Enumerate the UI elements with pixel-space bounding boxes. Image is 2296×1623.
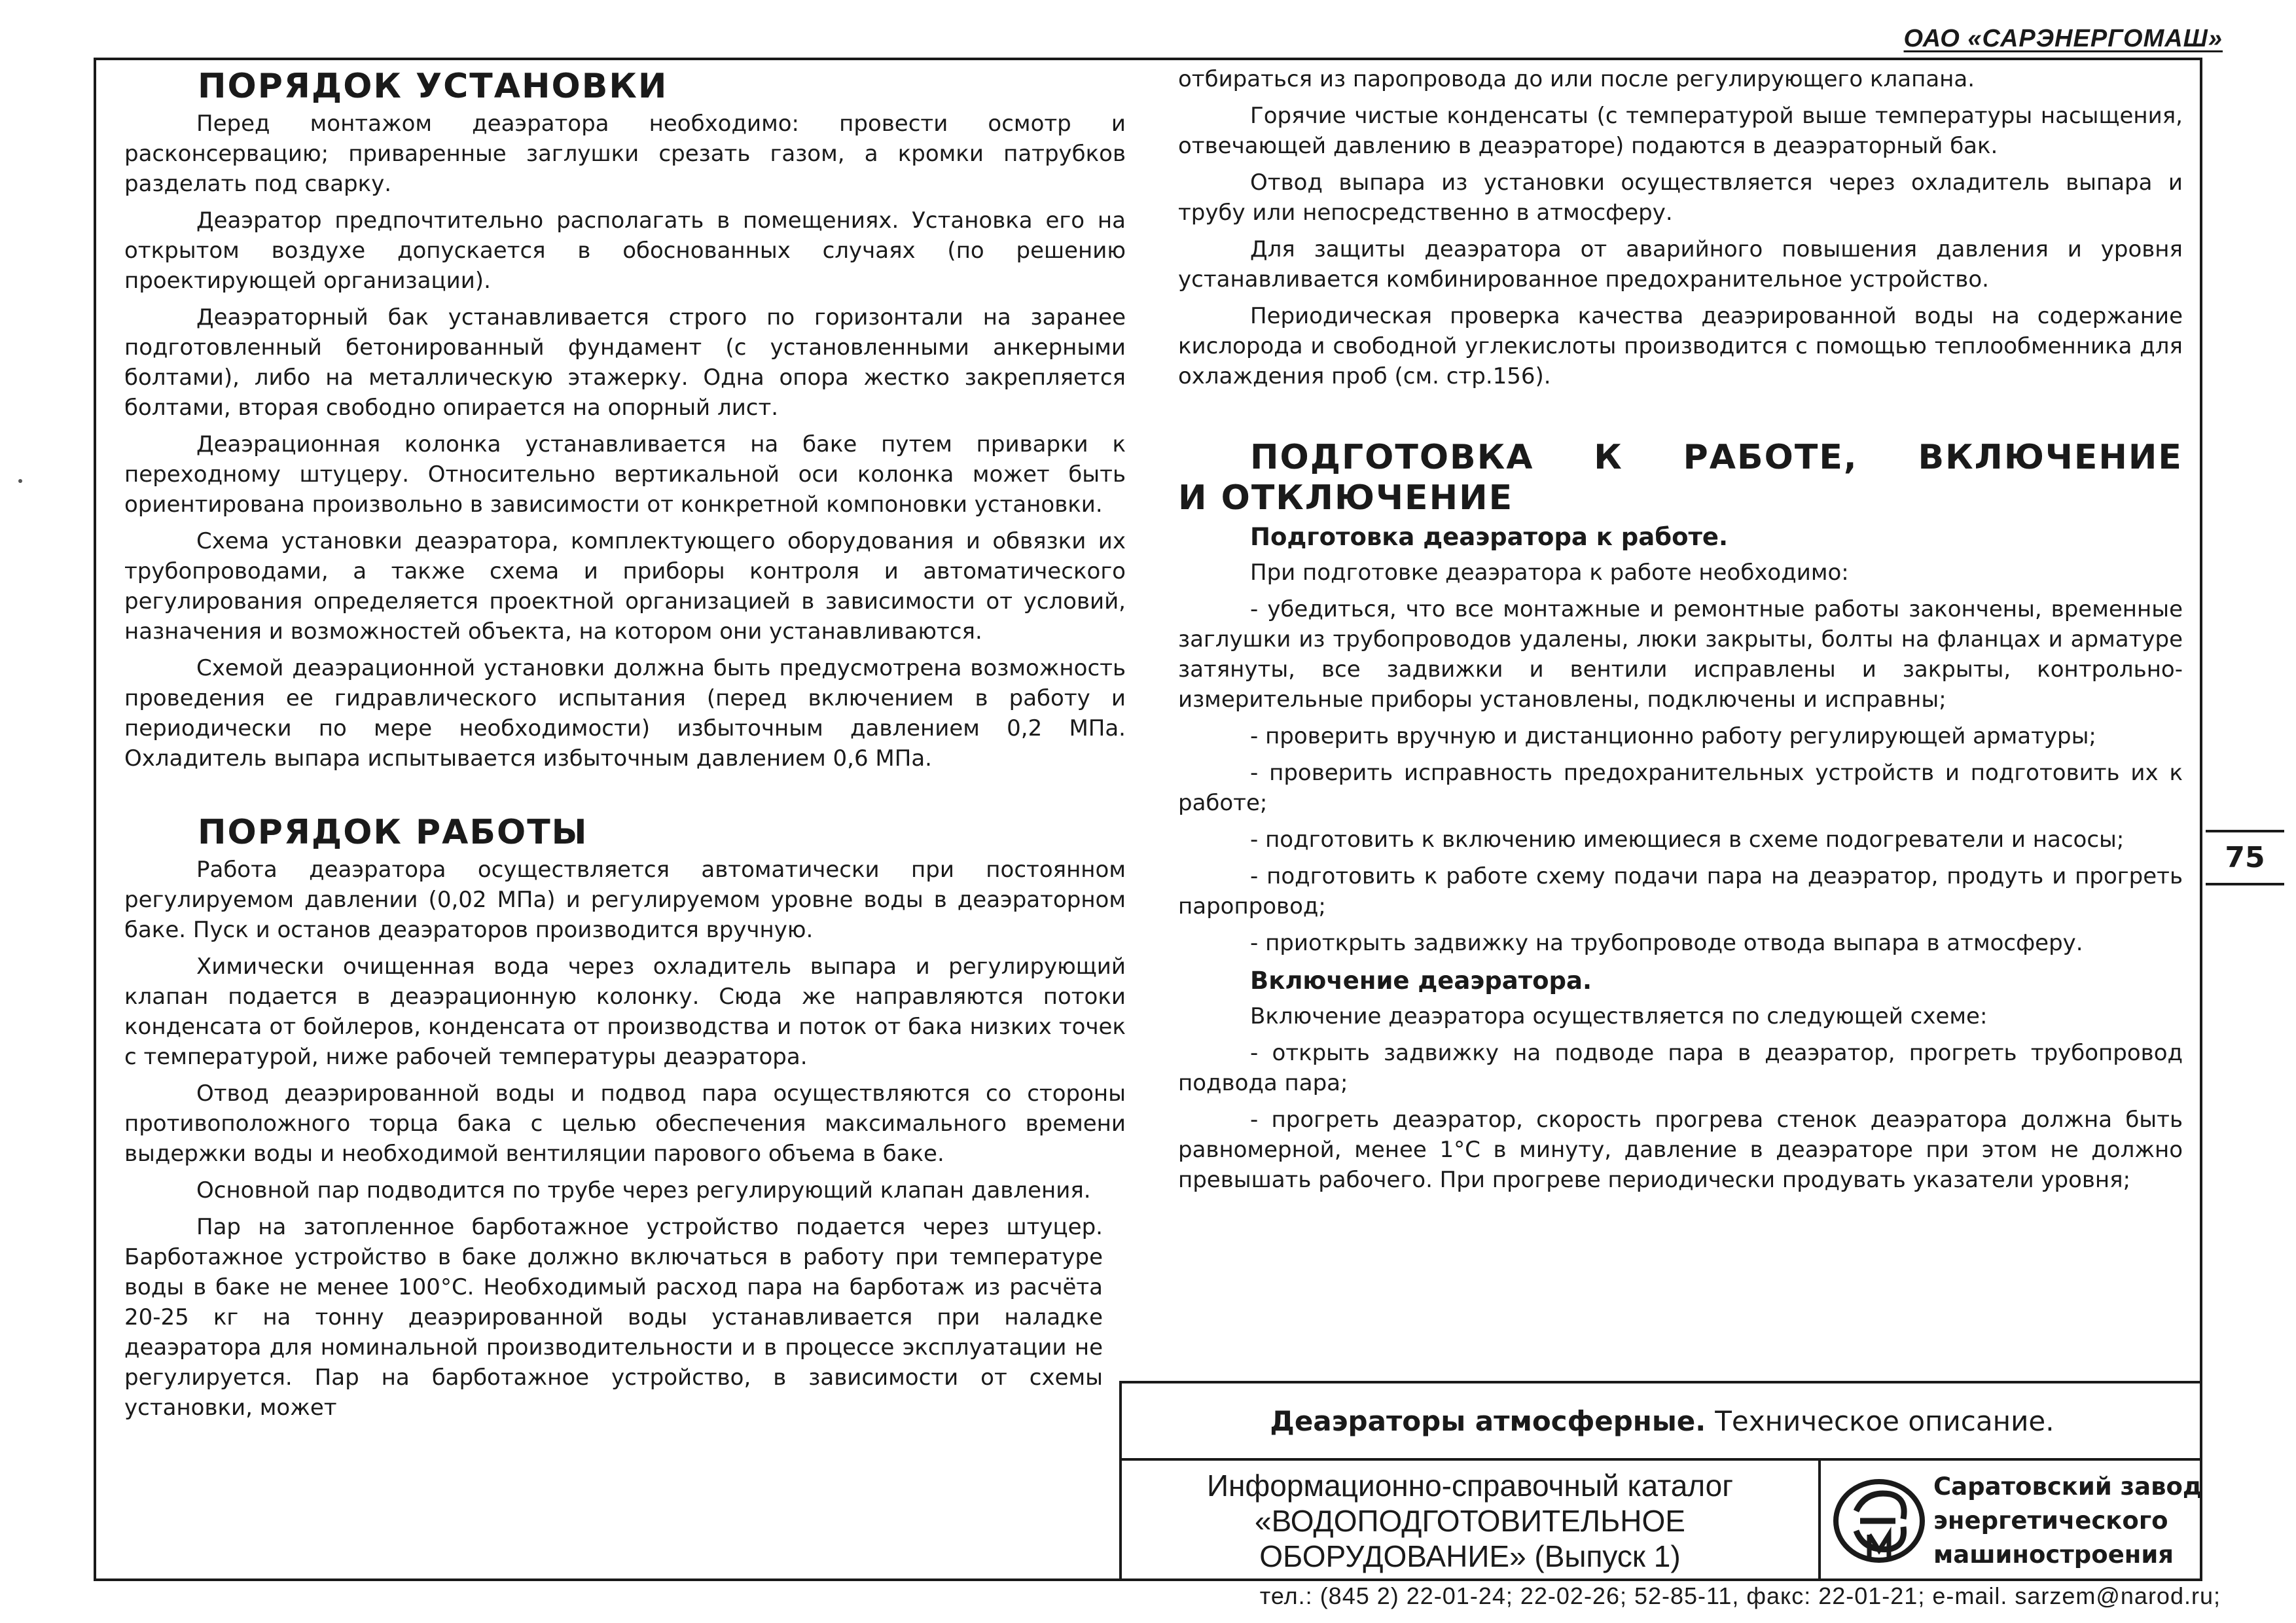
- document-title-bold: Деаэраторы атмосферные.: [1270, 1404, 1706, 1437]
- plant-block: [1821, 1461, 2202, 1581]
- catalog-line: Информационно-справочный каталог: [1206, 1469, 1734, 1503]
- catalog-title: [1122, 1461, 1821, 1581]
- plant-name-line: Саратовский завод: [1933, 1472, 2202, 1501]
- prep-paragraph: - подготовить к работе схему подачи пара на деаэратор, продуть и прогреть паропровод;: [1178, 863, 2183, 919]
- left-column: [124, 64, 1126, 1429]
- on-subheading: Включение деаэратора.: [1250, 967, 1592, 995]
- right-column: [1178, 64, 2183, 1202]
- install-paragraph: Деаэраторный бак устанавливается строго по горизонтали на заранее подготовленный бетонированный фундамент (с установленными анкерными болтами), либо на металлическую этажерку. Одна опора жестко закрепляется болтами, вторая свободно опирается на опорный лист.: [124, 304, 1126, 421]
- plant-name-line: энергетического: [1933, 1507, 2168, 1535]
- work-paragraph: Основной пар подводится по трубе через регулирующий клапан давления.: [196, 1177, 1091, 1204]
- install-paragraph: Деаэрационная колонка устанавливается на баке путем приварки к переходному штуцеру. Относительно вертикальной оси колонка может быть ориентирована произвольно в зависимости от конкретной компоновки установки.: [124, 431, 1126, 518]
- prep-heading-word: К: [1594, 438, 1623, 477]
- install-paragraph: Перед монтажом деаэратора необходимо: провести осмотр и расконсервацию; приваренные заглушки срезать газом, а кромки патрубков разделать под сварку.: [124, 111, 1126, 197]
- prep-paragraph: - проверить исправность предохранительных устройств и подготовить их к работе;: [1178, 760, 2183, 816]
- work-paragraph: Работа деаэратора осуществляется автоматически при постоянном регулируемом давлении (0,02 МПа) и регулируемом уровне воды в деаэраторном баке. Пуск и останов деаэраторов производится вручную.: [124, 857, 1126, 943]
- right-paragraph: отбираться из паропровода до или после регулирующего клапана.: [1178, 66, 1975, 92]
- on-paragraph: Включение деаэратора осуществляется по следующей схеме:: [1250, 1003, 1988, 1029]
- footer-box: [1119, 1381, 2202, 1581]
- install-paragraph: Деаэратор предпочтительно располагать в помещениях. Установка его на открытом воздухе допускается в обоснованных случаях (по решению проектирующей организации).: [124, 207, 1126, 294]
- right-paragraph: Горячие чистые конденсаты (с температурой выше температуры насыщения, отвечающей давлению в деаэраторе) подаются в деаэраторный бак.: [1178, 103, 2183, 159]
- right-paragraph: Отвод выпара из установки осуществляется через охладитель выпара и трубу или непосредственно в атмосферу.: [1178, 169, 2183, 226]
- right-paragraph: Периодическая проверка качества деаэрированной воды на содержание кислорода и свободной углекислоты производится с помощью теплообменника для охлаждения проб (см. стр.156).: [1178, 303, 2183, 389]
- prep-heading-line2: И ОТКЛЮЧЕНИЕ: [1178, 478, 1514, 518]
- install-paragraph: Схемой деаэрационной установки должна быть предусмотрена возможность проведения ее гидравлического испытания (перед включением в работу и периодически по мере необходимости) избыточным давлением 0,2 МПа. Охладитель выпара испытывается избыточным давлением 0,6 МПа.: [124, 655, 1126, 772]
- prep-paragraph: - проверить вручную и дистанционно работу регулирующей арматуры;: [1250, 723, 2096, 749]
- prep-heading: [1178, 437, 2183, 518]
- work-paragraph: Отвод деаэрированной воды и подвод пара осуществляются со стороны противоположного торца бака с целью обеспечения максимального времени выдержки воды и необходимой вентиляции парового объема в баке.: [124, 1080, 1126, 1167]
- contacts-line: тел.: (845 2) 22-01-24; 22-02-26; 52-85-11, факс: 22-01-21; e-mail. sarzem@narod.ru;: [1259, 1582, 2221, 1609]
- prep-paragraph: - приоткрыть задвижку на трубопроводе отвода выпара в атмосферу.: [1250, 930, 2083, 956]
- install-paragraph: Схема установки деаэратора, комплектующего оборудования и обвязки их трубопроводами, а также схема и приборы контроля и автоматического регулирования определяется проектной организацией в зависимости от условий, назначения и возможностей объекта, на котором они устанавливаются.: [124, 528, 1126, 645]
- page-number: 75: [2206, 830, 2284, 885]
- work-paragraph: Пар на затопленное барботажное устройство подается через штуцер. Барботажное устройство в баке должно включаться в работу при температуре воды в баке не менее 100°С. Необходимый расход пара на барботаж из расчёта 20-25 кг на тонну деаэрированной воды устанавливается при наладке деаэратора для номинальной производительности и в процессе эксплуатации не регулируется. Пар на барботажное устройство, в зависимости от схемы установки, может: [124, 1214, 1103, 1421]
- on-paragraph: - открыть задвижку на подводе пара в деаэратор, прогреть трубопровод подвода пара;: [1178, 1040, 2183, 1096]
- plant-name: [1933, 1470, 2202, 1572]
- prep-paragraph: - убедиться, что все монтажные и ремонтные работы закончены, временные заглушки из трубопроводов удалены, люки закрыты, болты на фланцах и арматуре затянуты, все задвижки и вентили исправлены и закрыты, контрольно-измерительные приборы установлены, подключены и исправны;: [1178, 596, 2183, 713]
- right-paragraph: Для защиты деаэратора от аварийного повышения давления и уровня устанавливается комбинированное предохранительное устройство.: [1178, 236, 2183, 293]
- prep-heading-word: РАБОТЕ,: [1683, 438, 1858, 477]
- plant-logo-icon: [1830, 1472, 1928, 1570]
- prep-heading-word: ВКЛЮЧЕНИЕ: [1918, 438, 2183, 477]
- prep-subheading: Подготовка деаэратора к работе.: [1250, 523, 1729, 551]
- document-title: [1122, 1383, 2202, 1461]
- document-title-rest: Техническое описание.: [1715, 1404, 2054, 1437]
- plant-name-line: машиностроения: [1933, 1541, 2174, 1569]
- prep-heading-word: ПОДГОТОВКА: [1250, 438, 1534, 477]
- work-heading: ПОРЯДОК РАБОТЫ: [198, 813, 588, 852]
- on-paragraph: - прогреть деаэратор, скорость прогрева стенок деаэратора должна быть равномерной, менее 1°С в минуту, давление в деаэраторе при этом не должно превышать рабочего. При прогреве периодически продувать указатели уровня;: [1178, 1107, 2183, 1193]
- prep-paragraph: - подготовить к включению имеющиеся в схеме подогреватели и насосы;: [1250, 827, 2125, 853]
- prep-paragraph: При подготовке деаэратора к работе необходимо:: [1250, 560, 1849, 586]
- work-paragraph: Химически очищенная вода через охладитель выпара и регулирующий клапан подается в деаэрационную колонку. Сюда же направляются потоки конденсата от бойлеров, конденсата от производства и поток от бака низких точек с температурой, ниже рабочей температуры деаэратора.: [124, 954, 1126, 1070]
- catalog-line: «ВОДОПОДГОТОВИТЕЛЬНОЕ: [1255, 1504, 1685, 1538]
- install-heading: ПОРЯДОК УСТАНОВКИ: [198, 67, 668, 106]
- company-name: ОАО «САРЭНЕРГОМАШ»: [1903, 25, 2223, 52]
- scan-speck: [18, 479, 22, 483]
- catalog-line: ОБОРУДОВАНИЕ» (Выпуск 1): [1259, 1539, 1681, 1573]
